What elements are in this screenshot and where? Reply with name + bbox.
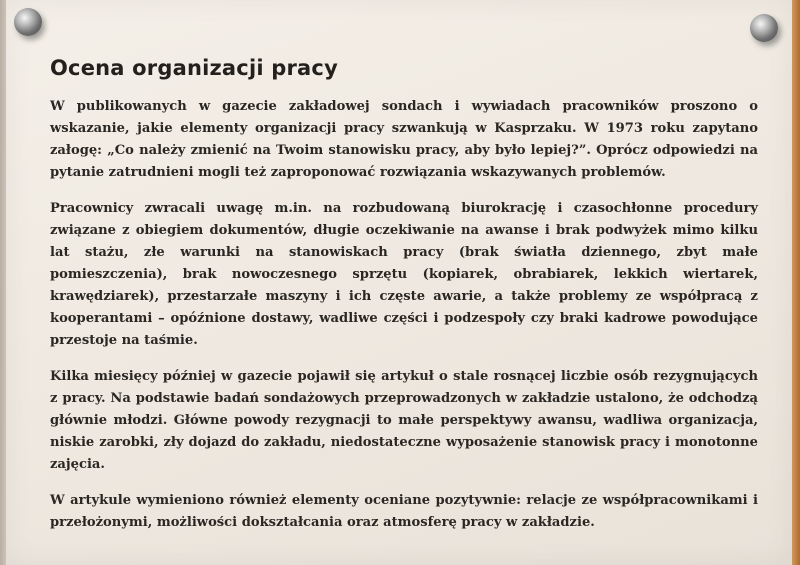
- board-title: Ocena organizacji pracy: [50, 56, 338, 80]
- paragraph-4: W artykule wymieniono również elementy oceniane pozytywnie: relacje ze współpracownikami i przełożonymi, możliwości dokształcania oraz atmosferę pracy w zakładzie.: [50, 493, 758, 530]
- info-board: [6, 0, 792, 565]
- pushpin-icon: [14, 8, 42, 36]
- board-content: [50, 56, 758, 548]
- paragraph-3: Kilka miesięcy później w gazecie pojawił się artykuł o stale rosnącej liczbie osób rezygnujących z pracy. Na podstawie badań sondażowych przeprowadzonych w zakładzie ustalono, że odchodzą głównie młodzi. Główne powody rezygnacji to małe perspektywy awansu, wadliwa organizacja, niskie zarobki, zły dojazd do zakładu, niedostateczne wyposażenie stanowisk pracy i monotonne zajęcia.: [50, 369, 758, 472]
- paragraph-1: W publikowanych w gazecie zakładowej sondach i wywiadach pracowników proszono o wskazanie, jakie elementy organizacji pracy szwankują w Kasprzaku. W 1973 roku zapytano załogę: „Co należy zmienić na Twoim stanowisku pracy, aby było lepiej?”. Oprócz odpowiedzi na pytanie zatrudnieni mogli też zaproponować rozwiązania wskazywanych problemów.: [50, 99, 758, 180]
- paragraph-2: Pracownicy zwracali uwagę m.in. na rozbudowaną biurokrację i czasochłonne procedury związane z obiegiem dokumentów, długie oczekiwanie na awanse i brak podwyżek mimo kilku lat stażu, złe warunki na stanowiskach pracy (brak światła dziennego, zbyt małe pomieszczenia), brak nowoczesnego sprzętu (kopiarek, obrabiarek, lekkich wiertarek, krawędziarek), przestarzałe maszyny i ich częste awarie, a także problemy ze współpracą z kooperantami – opóźnione dostawy, wadliwe części i podzespoły czy braki kadrowe powodujące przestoje na taśmie.: [50, 201, 758, 348]
- pushpin-icon: [750, 14, 778, 42]
